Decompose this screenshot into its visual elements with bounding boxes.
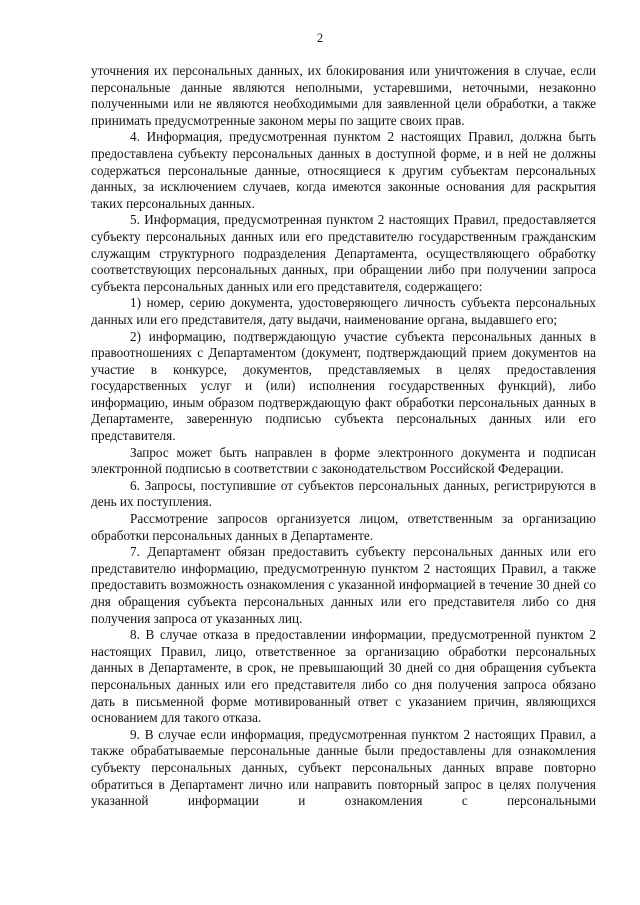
- paragraph: 5. Информация, предусмотренная пунктом 2 настоящих Правил, предоставляется субъекту персональных данных или его представителю государственным гражданским служащим структурного подразделения Департамента, осуществляющего обработку соответствующих персональных данных, при обращении либо при получении запроса субъекта персональных данных или его представителя, содержащего:: [91, 212, 596, 294]
- paragraph: 7. Департамент обязан предоставить субъекту персональных данных или его представителю информацию, предусмотренную пунктом 2 настоящих Правил, а также предоставить возможность ознакомления с указанной информацией в течение 30 дней со дня обращения субъекта персональных данных или его представителя либо со дня получения запроса от указанных лиц.: [91, 544, 596, 626]
- document-body: [91, 63, 596, 810]
- paragraph: Рассмотрение запросов организуется лицом, ответственным за организацию обработки персональных данных в Департаменте.: [91, 511, 596, 543]
- paragraph: 6. Запросы, поступившие от субъектов персональных данных, регистрируются в день их поступления.: [91, 477, 596, 510]
- paragraph: Запрос может быть направлен в форме электронного документа и подписан электронной подписью в соответствии с законодательством Российской Федерации.: [91, 444, 596, 477]
- paragraph: 9. В случае если информация, предусмотренная пунктом 2 настоящих Правил, а также обрабатываемые персональные данные были предоставлены для ознакомления субъекту персональных данных, субъект персональных данных вправе повторно обратиться в Департамент лично или направить повторный запрос в целях получения указанной информации и ознакомления с персональными: [91, 726, 596, 809]
- paragraph: 2) информацию, подтверждающую участие субъекта персональных данных в правоотношениях с Департаментом (документ, подтверждающий прием документов на участие в конкурсе, документов, представляемых в целях предоставления государственных услуг и (или) исполнения государственных функций), либо информацию, иным образом подтверждающую факт обработки персональных данных в Департаменте, заверенную подписью субъекта персональных данных или его представителя.: [91, 328, 596, 444]
- paragraph: 8. В случае отказа в предоставлении информации, предусмотренной пунктом 2 настоящих Правил, лицо, ответственное за организацию обработки персональных данных в Департаменте, в срок, не превышающий 30 дней со дня обращения субъекта персональных данных или его представителя либо со дня получения запроса обязано дать в письменной форме мотивированный ответ с указанием причин, являющихся основанием для такого отказа.: [91, 627, 596, 726]
- paragraph: 4. Информация, предусмотренная пунктом 2 настоящих Правил, должна быть предоставлена субъекту персональных данных в доступной форме, и в ней не должны содержаться персональные данные, относящиеся к другим субъектам персональных данных, за исключением случаев, когда имеются законные основания для раскрытия таких персональных данных.: [91, 129, 596, 211]
- page-number: 2: [316, 31, 324, 45]
- paragraph: уточнения их персональных данных, их блокирования или уничтожения в случае, если персональные данные являются неполными, устаревшими, неточными, незаконно полученными или не являются необходимыми для заявленной цели обработки, а также принимать предусмотренные законом меры по защите своих прав.: [91, 63, 596, 128]
- paragraph: 1) номер, серию документа, удостоверяющего личность субъекта персональных данных или его представителя, дату выдачи, наименование органа, выдавшего его;: [91, 295, 596, 327]
